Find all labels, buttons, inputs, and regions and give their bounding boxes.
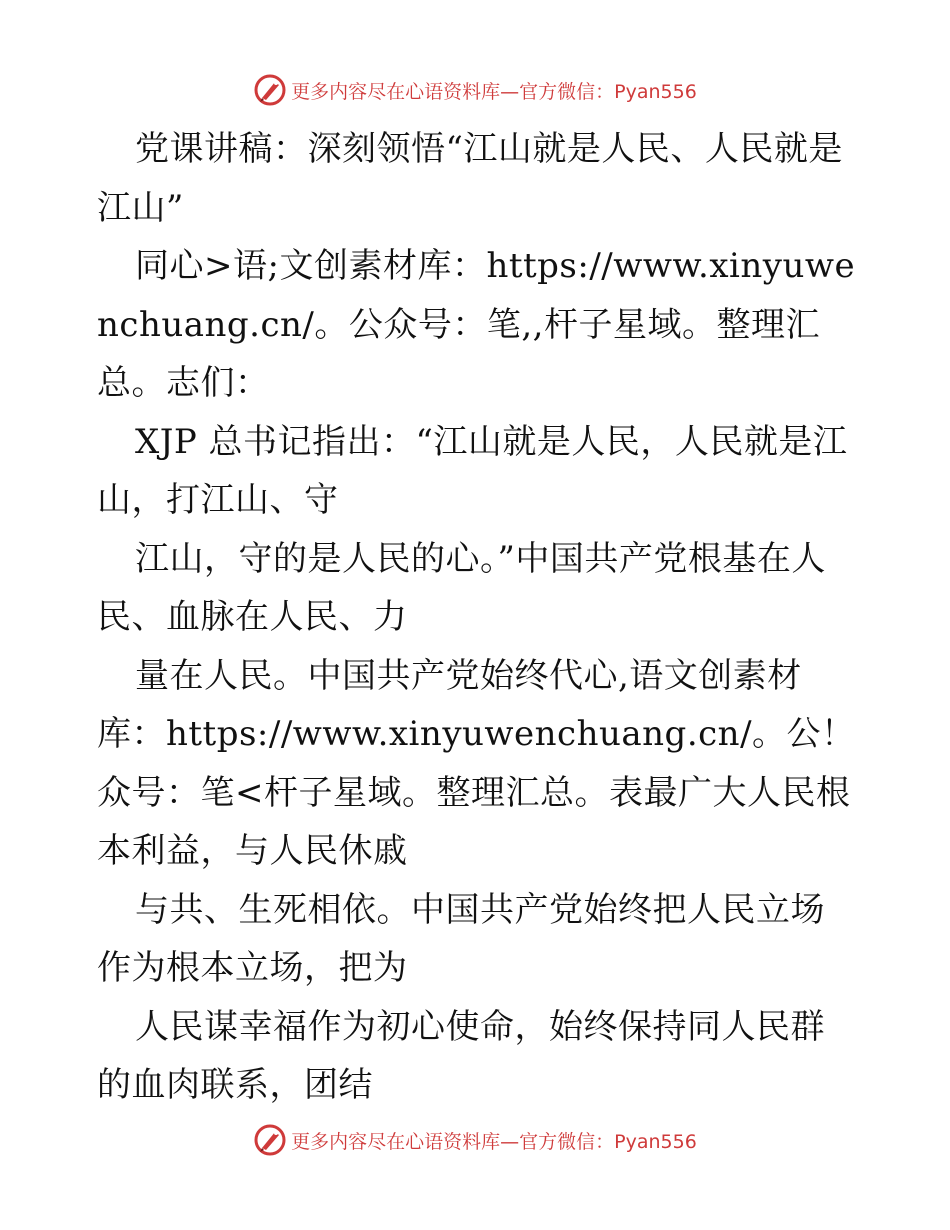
document-body (97, 120, 857, 1115)
paragraph: XJP 总书记指出：“江山就是人民，人民就是江山，打江山、守 (97, 421, 848, 520)
paragraph: 同心>语;文创素材库：https://www.xinyuwenchuang.cn/。公众号：笔,,杆子星域。整理汇总。志们： (97, 246, 856, 403)
paragraph: 量在人民。中国共产党始终代心,语文创素材库：https://www.xinyuwenchuang.cn/。公！众号：笔<杆子星域。整理汇总。表最广大人民根本利益，与人民休戚 (97, 655, 856, 871)
quill-pen-logo-icon (253, 1123, 287, 1157)
footer-banner (0, 1120, 950, 1160)
header-banner (0, 70, 950, 110)
banner-text: 更多内容尽在心语资料库—官方微信：Pyan556 (291, 80, 697, 103)
paragraph: 人民谋幸福作为初心使命，始终保持同人民群的血肉联系，团结 (97, 1006, 825, 1105)
banner-text: 更多内容尽在心语资料库—官方微信：Pyan556 (291, 1130, 697, 1153)
paragraph: 江山，守的是人民的心。”中国共产党根基在人民、血脉在人民、力 (97, 538, 826, 637)
paragraph-title: 党课讲稿：深刻领悟“江山就是人民、人民就是江山” (97, 129, 843, 228)
quill-pen-logo-icon (253, 73, 287, 107)
paragraph: 与共、生死相依。中国共产党始终把人民立场作为根本立场，把为 (97, 889, 825, 988)
